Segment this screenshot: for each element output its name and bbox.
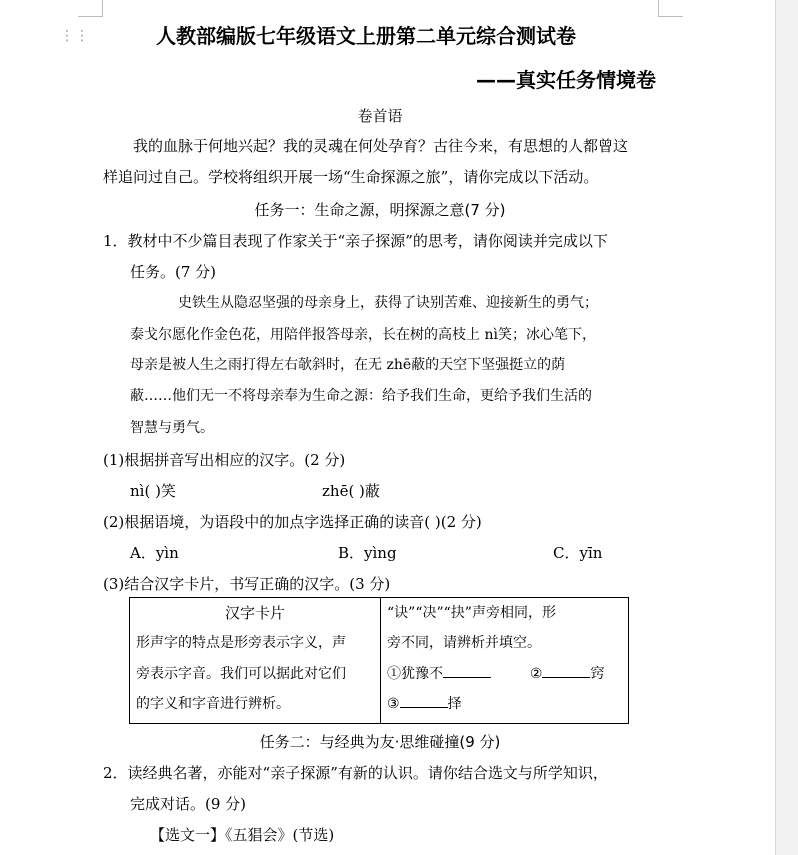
passage-line: 智慧与勇气。 xyxy=(130,420,214,436)
card-text-line: 的字义和字音进行辨析。 xyxy=(136,696,290,712)
sub-question-1: (1)根据拼音写出相应的汉字。(2 分) xyxy=(103,451,346,469)
margin-corner-mark xyxy=(658,0,683,17)
question-2-text: 2．读经典名著，亦能对“亲子探源”有新的认识。请你结合选文与所学知识， xyxy=(103,764,608,782)
card-text-line: 旁不同，请辨析并填空。 xyxy=(387,635,541,651)
card-text-line: 形声字的特点是形旁表示字义，声 xyxy=(136,635,346,651)
question-1-text: 任务。(7 分) xyxy=(130,263,217,281)
card-left-cell xyxy=(130,598,381,724)
card-fill-row xyxy=(381,659,628,690)
card-text-line: “诀”“决”“抉”声旁相同，形 xyxy=(387,605,556,621)
fill-blank-3-suffix: 择 xyxy=(447,696,462,712)
card-fill-row xyxy=(381,690,628,718)
page-edge xyxy=(775,0,798,855)
option-b[interactable]: B．yìng xyxy=(338,544,397,562)
passage-line: 母亲是被人生之雨打得左右欹斜时，在无 zhē蔽的天空下坚强挺立的荫 xyxy=(130,357,566,373)
preface-line: 我的血脉于何地兴起？我的灵魂在何处孕育？古往今来，有思想的人都曾这 xyxy=(133,137,629,155)
option-a[interactable]: A．yìn xyxy=(130,544,179,562)
fill-blank-3[interactable] xyxy=(400,707,448,708)
question-1-text: 1．教材中不少篇目表现了作家关于“亲子探源”的思考，请你阅读并完成以下 xyxy=(103,232,608,250)
excerpt-heading: 【选文一】《五猖会》(节选) xyxy=(150,826,335,844)
fill-blank-2[interactable] xyxy=(542,677,590,678)
document-title: 人教部编版七年级语文上册第二单元综合测试卷 xyxy=(156,24,576,48)
margin-corner-mark xyxy=(78,0,103,17)
passage-line: 史铁生从隐忍坚强的母亲身上，获得了诀别苦难、迎接新生的勇气； xyxy=(178,295,598,311)
card-text-line: 旁表示字音。我们可以据此对它们 xyxy=(136,666,346,682)
sub-question-2: (2)根据语境，为语段中的加点字选择正确的读音( )(2 分) xyxy=(103,513,482,531)
fill-blank-2-suffix: 窍 xyxy=(590,666,605,682)
card-title: 汉字卡片 xyxy=(224,604,285,622)
preface-heading: 卷首语 xyxy=(357,107,403,125)
pinyin-blank-2[interactable]: zhē( )蔽 xyxy=(322,482,380,500)
drag-handle-icon[interactable]: ⋮⋮ xyxy=(60,28,90,44)
task1-heading: 任务一：生命之源，明探源之意(7 分) xyxy=(254,201,506,219)
option-c[interactable]: C．yīn xyxy=(553,544,603,562)
question-2-text: 完成对话。(9 分) xyxy=(130,795,247,813)
hanzi-card-table xyxy=(129,597,629,724)
card-right-cell xyxy=(381,598,629,724)
task2-heading: 任务二：与经典为友·思维碰撞(9 分) xyxy=(259,733,501,751)
pinyin-blank-1[interactable]: nì( )笑 xyxy=(130,482,176,500)
fill-blank-3-label: ③ xyxy=(387,696,400,712)
passage-line: 蔽……他们无一不将母亲奉为生命之源：给予我们生命，更给予我们生活的 xyxy=(130,388,592,404)
preface-line: 样追问过自己。学校将组织开展一场“生命探源之旅”，请你完成以下活动。 xyxy=(103,168,599,186)
document-subtitle: ——真实任务情境卷 xyxy=(476,68,656,92)
sub-question-3: (3)结合汉字卡片，书写正确的汉字。(3 分) xyxy=(103,575,391,593)
fill-blank-1-label: ①犹豫不 xyxy=(387,666,443,682)
passage-line: 泰戈尔愿化作金色花，用陪伴报答母亲，长在树的高枝上 nì笑；冰心笔下， xyxy=(130,327,596,343)
fill-blank-1[interactable] xyxy=(443,677,491,678)
fill-blank-2-label: ② xyxy=(529,666,543,682)
